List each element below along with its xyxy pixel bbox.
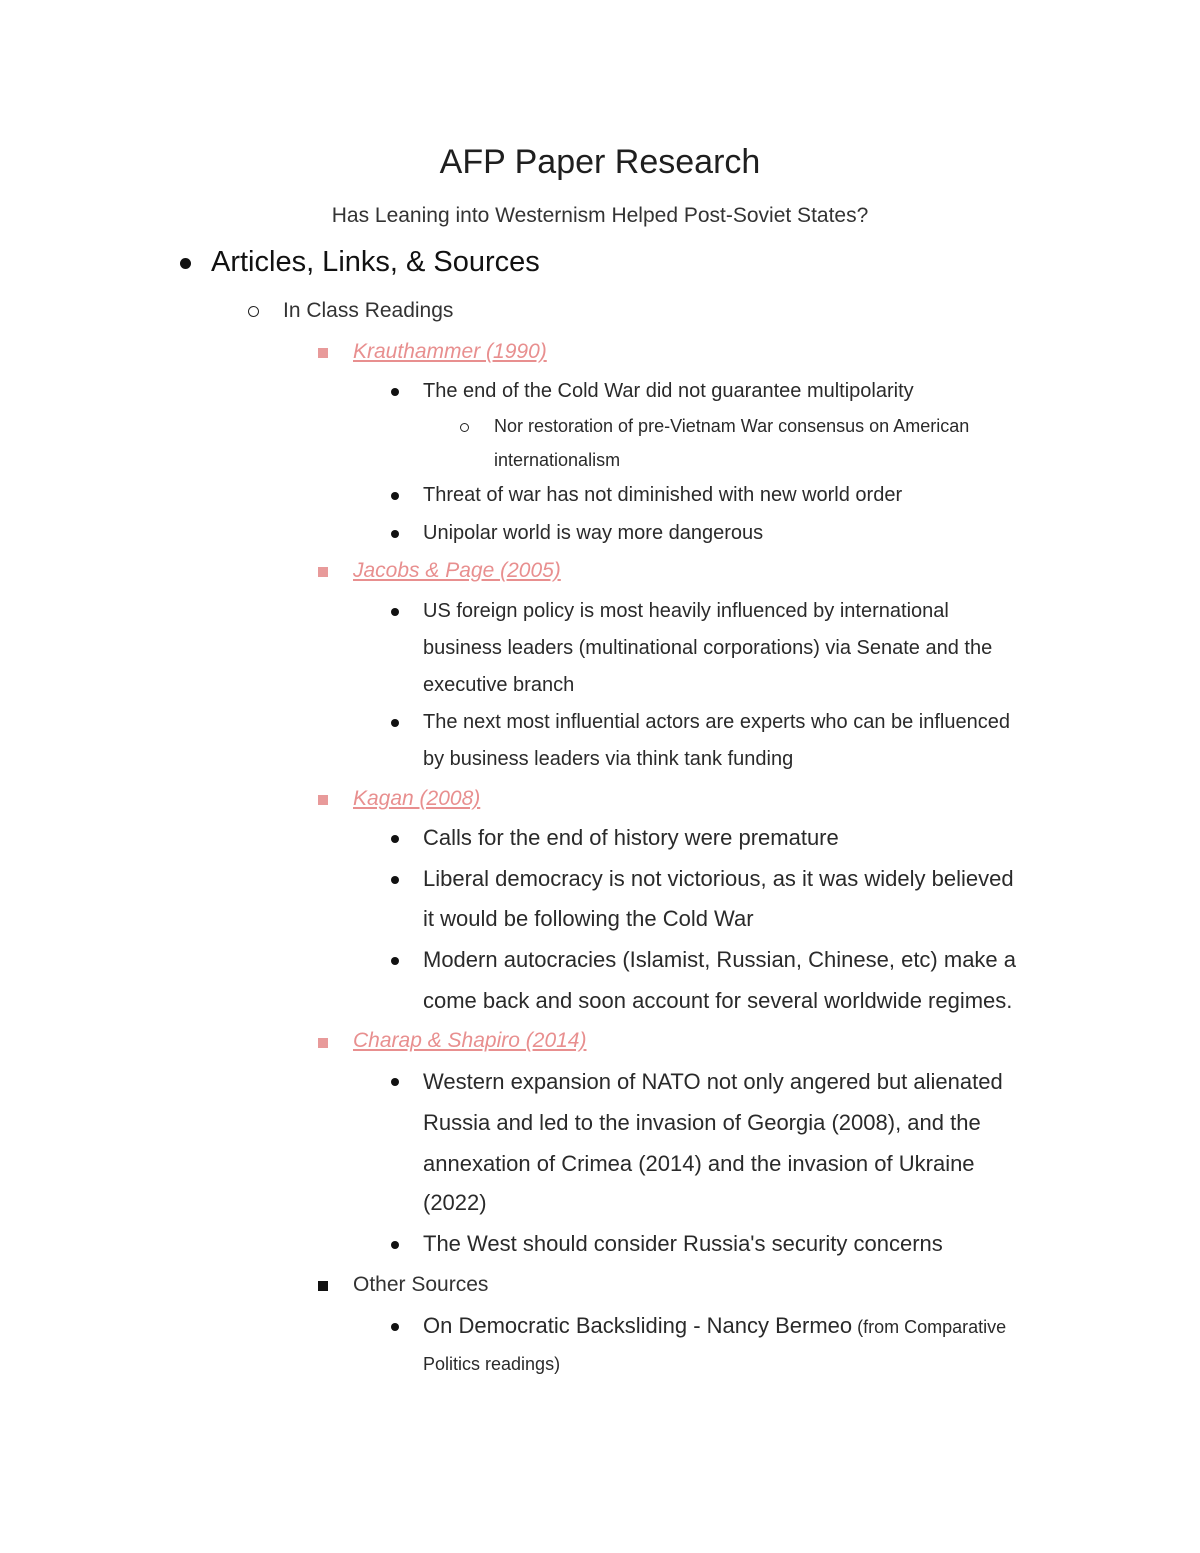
note-text: Nor restoration of pre-Vietnam War consensus on American [494, 416, 970, 436]
bullet-dot-icon [391, 530, 399, 538]
bullet-dot-icon [391, 719, 399, 727]
bullet-circle-icon [248, 306, 259, 317]
bullet-dot-icon [391, 1241, 399, 1249]
note-text: Liberal democracy is not victorious, as it was widely believed [423, 866, 1014, 891]
note-text: business leaders (multinational corporations) via Senate and the [423, 637, 993, 659]
note-text: Threat of war has not diminished with new world order [423, 484, 903, 506]
note-text-paren: (from Comparative [852, 1317, 1007, 1337]
note-text: The end of the Cold War did not guarantee multipolarity [423, 380, 914, 402]
bullet-square-icon [318, 1281, 328, 1291]
page-title: AFP Paper Research [439, 143, 761, 181]
bullet-dot-icon [391, 957, 399, 965]
note-text: Politics readings) [423, 1354, 561, 1374]
subsection-heading: Other Sources [353, 1273, 489, 1296]
note-text: Russia and led to the invasion of Georgia (2008), and the [423, 1110, 981, 1135]
note-text-main: On Democratic Backsliding - Nancy Bermeo [423, 1313, 853, 1338]
note-text: Modern autocracies (Islamist, Russian, Chinese, etc) make a [423, 947, 1017, 972]
note-text [423, 1311, 1006, 1342]
bullet-dot-icon [391, 492, 399, 500]
note-text: it would be following the Cold War [423, 906, 754, 931]
bullet-dot-icon [391, 835, 399, 843]
note-text: internationalism [494, 450, 621, 470]
note-text: by business leaders via think tank funding [423, 748, 794, 770]
note-text: Unipolar world is way more dangerous [423, 522, 764, 544]
note-text: Calls for the end of history were premature [423, 825, 839, 850]
bullet-square-icon [318, 567, 328, 577]
source-link[interactable]: Jacobs & Page (2005) [353, 559, 561, 582]
note-text: (2022) [423, 1190, 487, 1215]
source-link[interactable]: Kagan (2008) [353, 787, 481, 810]
bullet-square-icon [318, 348, 328, 358]
bullet-disc-icon [180, 258, 191, 269]
note-text: The next most influential actors are experts who can be influenced [423, 711, 1010, 733]
note-text: Western expansion of NATO not only angered but alienated [423, 1069, 1003, 1094]
source-link[interactable]: Charap & Shapiro (2014) [353, 1029, 587, 1052]
bullet-circle-icon [460, 423, 469, 432]
section-heading: Articles, Links, & Sources [211, 246, 540, 278]
note-text: The West should consider Russia's security concerns [423, 1231, 943, 1256]
subsection-heading: In Class Readings [283, 299, 454, 322]
source-link[interactable]: Krauthammer (1990) [353, 340, 547, 363]
bullet-square-icon [318, 1038, 328, 1048]
bullet-dot-icon [391, 1323, 399, 1331]
bullet-dot-icon [391, 876, 399, 884]
note-text: annexation of Crimea (2014) and the invasion of Ukraine [423, 1151, 975, 1176]
note-text: executive branch [423, 674, 575, 696]
bullet-dot-icon [391, 608, 399, 616]
note-text: come back and soon account for several worldwide regimes. [423, 988, 1013, 1013]
bullet-dot-icon [391, 1078, 399, 1086]
bullet-square-icon [318, 795, 328, 805]
bullet-dot-icon [391, 388, 399, 396]
page-subtitle: Has Leaning into Westernism Helped Post-Soviet States? [331, 204, 869, 227]
note-text: US foreign policy is most heavily influenced by international [423, 600, 949, 622]
